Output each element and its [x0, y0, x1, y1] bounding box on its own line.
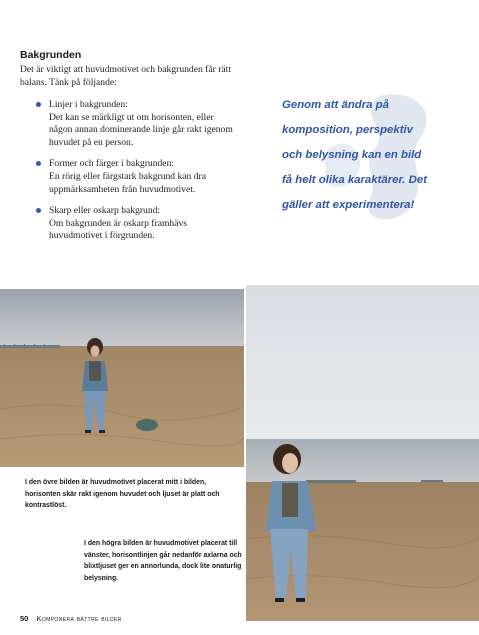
bullet-title: Skarp eller oskarp bakgrund:	[49, 205, 161, 217]
bullet-text: Om bakgrunden är oskarp framhävs huvudmotivet i förgrunden.	[49, 217, 187, 242]
bullet-text: Det kan se märkligt ut om horisonten, eller någon annan dominerande linje går rakt igenom huvudet på en person.	[49, 111, 233, 148]
pull-quote: Genom att ändra på komposition, perspektiv och belysning kan en bild få helt olika karaktärer. Det gäller att experimentera!	[282, 99, 427, 211]
page-number: 50	[20, 614, 29, 623]
chapter-title: Komponera bättre bilder	[36, 614, 122, 623]
bullet-item	[36, 158, 236, 196]
bullet-text: En rörig eller färgstark bakgrund kan dra uppmärksamheten från huvudmotivet.	[49, 170, 206, 195]
page-footer	[20, 614, 122, 623]
beach-photo-centered	[0, 289, 244, 467]
bullet-dot	[36, 161, 41, 166]
section-heading: Bakgrunden	[20, 49, 82, 61]
bullet-item	[36, 99, 236, 149]
bullet-dot	[36, 208, 41, 213]
bullet-list	[36, 99, 236, 252]
bullet-item	[36, 205, 236, 243]
sky-background-panel	[246, 285, 479, 439]
beach-photo-left-placed	[246, 439, 479, 621]
intro-paragraph: Det är viktigt att huvudmotivet och bakgrunden får rätt balans. Tänk på följande:	[20, 64, 232, 88]
bullet-title: Linjer i bakgrunden:	[49, 99, 128, 110]
bullet-dot	[36, 102, 41, 107]
caption-right-photo: I den högra bilden är huvudmotivet placerat till vänster, horisontlinjen går nedanför axlarna och blixtljuset ger en annorlunda, dock lite onaturlig belysning.	[84, 540, 242, 582]
bullet-title: Former och färger i bakgrunden:	[49, 158, 175, 170]
caption-top-photo: I den övre bilden är huvudmotivet placerat mitt i bilden, horisonten skär rakt igenom huvudet och ljuset är platt och kontrastlöst.	[25, 479, 220, 510]
